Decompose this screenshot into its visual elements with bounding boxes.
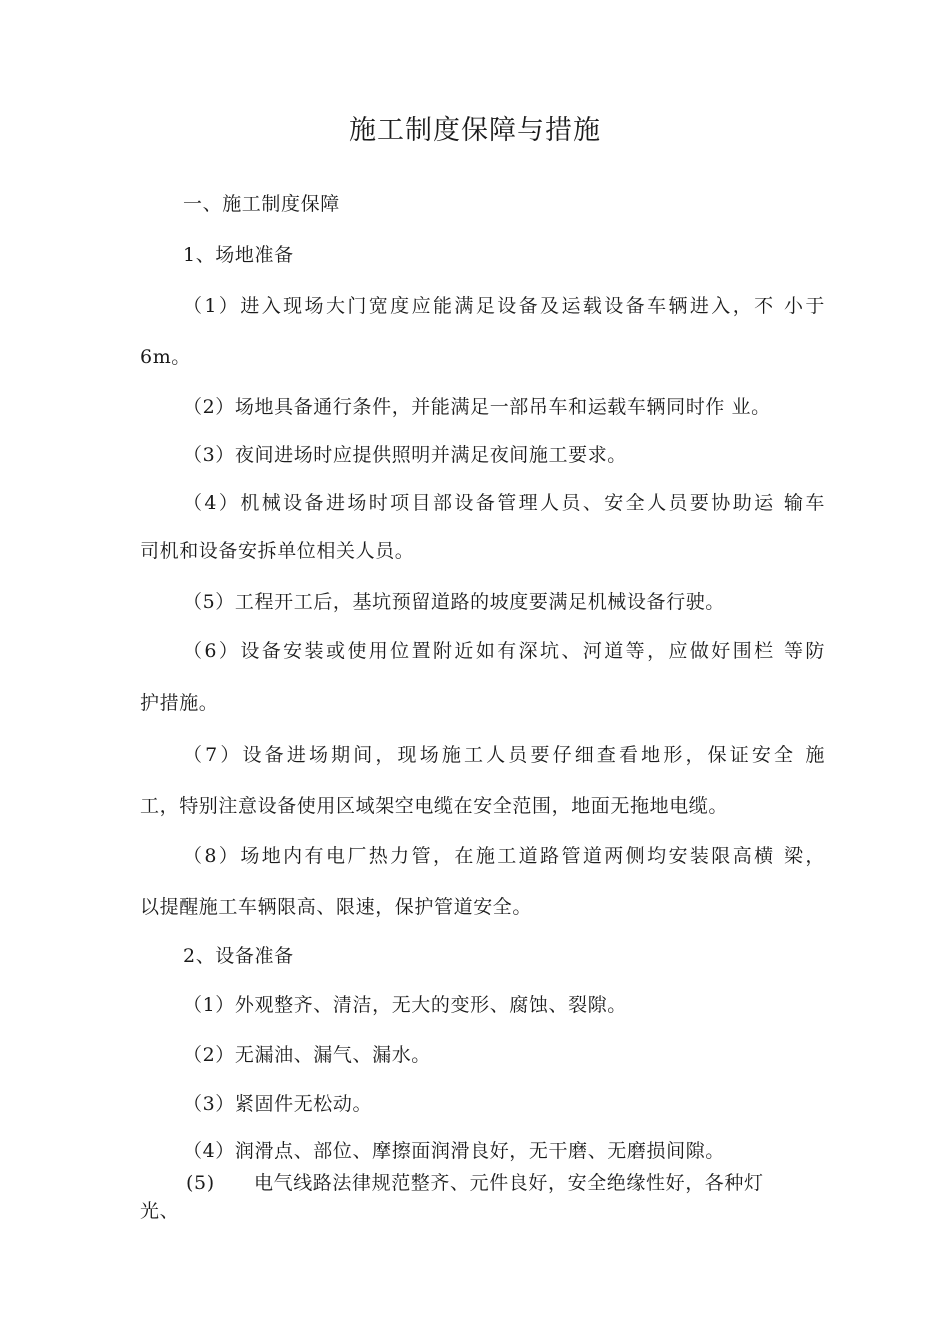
paragraph-line: 护措施。 (140, 692, 219, 714)
paragraph-line: 司机和设备安拆单位相关人员。 (140, 540, 415, 562)
paragraph-line: （5）工程开工后，基坑预留道路的坡度要满足机械设备行驶。 (183, 591, 725, 613)
paragraph-line: （1）外观整齐、清洁，无大的变形、腐蚀、裂隙。 (183, 994, 627, 1016)
section-heading-1: 一、施工制度保障 (183, 193, 340, 215)
item-text: 电气线路法律规范整齐、元件良好，安全绝缘性好，各种灯 (254, 1172, 764, 1194)
paragraph-line: （1）进入现场大门宽度应能满足设备及运载设备车辆进入，不 小于 (183, 295, 825, 317)
paragraph-line: （4）机械设备进场时项目部设备管理人员、安全人员要协助运 输车 (183, 492, 825, 514)
item-number: (5) (186, 1172, 215, 1194)
page-title: 施工制度保障与措施 (349, 115, 601, 146)
paragraph-line: （8）场地内有电厂热力管，在施工道路管道两侧均安装限高横 梁， (183, 845, 825, 867)
paragraph-line: 6m。 (140, 346, 191, 368)
paragraph-line: 光、 (140, 1200, 180, 1222)
paragraph-line: （4）润滑点、部位、摩擦面润滑良好，无干磨、无磨损间隙。 (183, 1140, 725, 1162)
paragraph-line: （6）设备安装或使用位置附近如有深坑、河道等，应做好围栏 等防 (183, 640, 825, 662)
paragraph-line: 工，特别注意设备使用区域架空电缆在安全范围，地面无拖地电缆。 (140, 795, 729, 817)
paragraph-line (186, 1168, 764, 1195)
paragraph-line: 以提醒施工车辆限高、限速，保护管道安全。 (140, 896, 533, 918)
paragraph-line: （2）场地具备通行条件，并能满足一部吊车和运载车辆同时作 业。 (183, 396, 771, 418)
paragraph-line: （3）夜间进场时应提供照明并满足夜间施工要求。 (183, 444, 627, 466)
subsection-heading-1: 1、场地准备 (183, 244, 294, 266)
paragraph-line: （2）无漏油、漏气、漏水。 (183, 1044, 431, 1066)
paragraph-line: （7）设备进场期间，现场施工人员要仔细查看地形，保证安全 施 (183, 744, 825, 766)
paragraph-line: （3）紧固件无松动。 (183, 1093, 373, 1115)
subsection-heading-2: 2、设备准备 (183, 945, 294, 967)
